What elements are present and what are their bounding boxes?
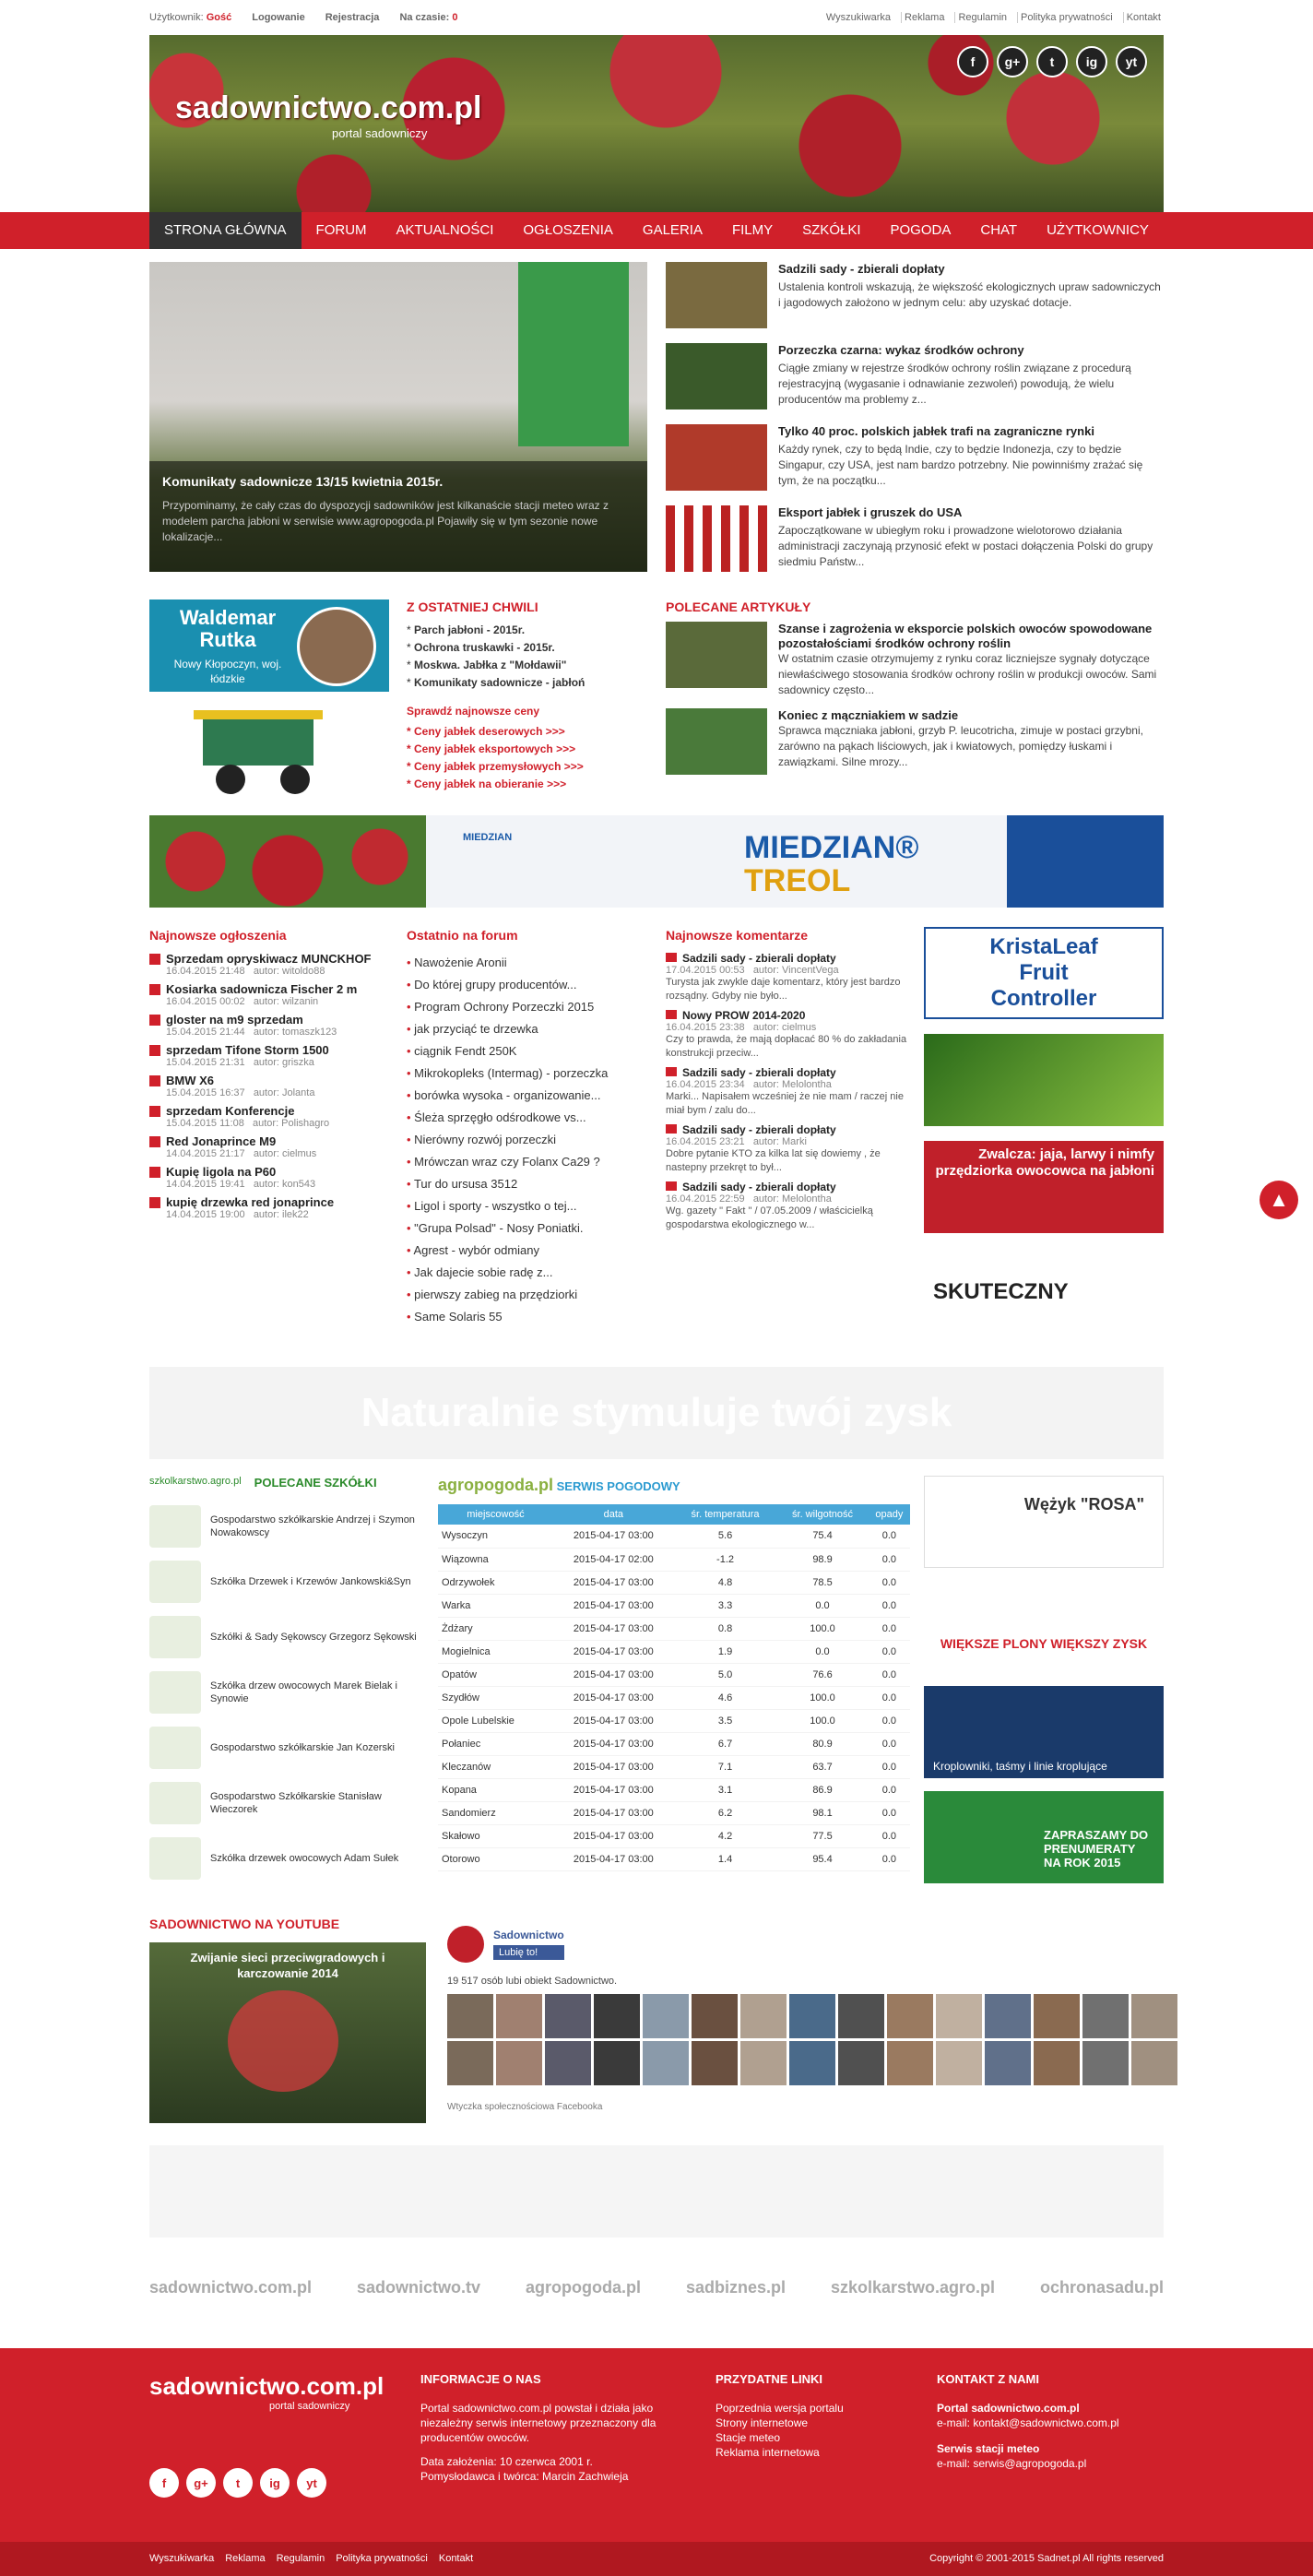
comment-item[interactable]: Nowy PROW 2014-2020 16.04.2015 23:38 autor: cielmus Czy to prawda, że mają dopłacać 80 % do zakładania konstrukcji przeciw... [666, 1009, 915, 1061]
table-cell: Sandomierz [438, 1801, 553, 1824]
fan-avatar[interactable] [936, 1994, 982, 2038]
top-link-search[interactable]: Wyszukiwarka [825, 12, 892, 23]
table-cell: 3.5 [674, 1709, 776, 1732]
side-ads [924, 927, 1164, 1340]
forum-topic[interactable]: • Mrówczan wraz czy Folanx Ca29 ? [407, 1151, 656, 1173]
rosa-ad[interactable]: Wężyk "ROSA" [924, 1476, 1164, 1568]
forum-topic[interactable]: • pierwszy zabieg na przędziorki [407, 1284, 656, 1306]
table-cell: 4.8 [674, 1571, 776, 1594]
table-row [438, 1617, 910, 1640]
table-cell: 2015-04-17 03:00 [553, 1571, 674, 1594]
partner-logo[interactable]: agropogoda.pl [525, 2278, 641, 2297]
table-row [438, 1709, 910, 1732]
nav-forum[interactable]: FORUM [315, 222, 367, 238]
table-cell: Wysoczyn [438, 1525, 553, 1548]
table-cell: 75.4 [776, 1525, 869, 1548]
table-row [438, 1640, 910, 1663]
machine-illustration [166, 701, 360, 798]
table-cell: Warka [438, 1594, 553, 1617]
nav-users[interactable]: UŻYTKOWNICY [1047, 222, 1149, 238]
forum-topic[interactable]: • ciągnik Fendt 250K [407, 1040, 656, 1062]
fan-avatar[interactable] [643, 2041, 689, 2085]
table-cell: 7.1 [674, 1755, 776, 1778]
register-link[interactable]: Rejestracja [325, 12, 380, 23]
slide-title[interactable]: Komunikaty sadownicze 13/15 kwietnia 2015r. [162, 474, 444, 489]
top-link-privacy[interactable]: Polityka prywatności [1017, 12, 1116, 23]
comment-item[interactable]: Sadzili sady - zbierali dopłaty 16.04.2015 22:59 autor: Melolontha Wg. gazety " Fakt " / 07.05.2009 / właścicielką gospodarstwa ekologicznego w... [666, 1181, 915, 1232]
article-item[interactable]: Koniec z mączniakiem w sadzie Sprawca mączniaka jabłoni, grzyb P. leucotricha, zimuje w postaci grzybni, zarówno na pąkach liściowych, jak i kwiatowych, pomiędzy łuskami i zawiązkami. Silne mrozy... [666, 708, 1164, 795]
tytanit-ad[interactable]: WIĘKSZE PLONY WIĘKSZY ZYSK [924, 1581, 1164, 1673]
table-row [438, 1594, 910, 1617]
fan-avatar[interactable] [1082, 1994, 1129, 2038]
footer-bar-link[interactable]: Kontakt [438, 2553, 474, 2564]
forum-topic[interactable]: • borówka wysoka - organizowanie... [407, 1085, 656, 1107]
forum-topic[interactable]: • Nierówny rozwój porzeczki [407, 1129, 656, 1151]
ad-item[interactable]: Red Jonaprince M9 14.04.2015 21:17 autor: cielmus [149, 1134, 398, 1159]
partner-logo[interactable]: szkolkarstwo.agro.pl [830, 2278, 996, 2297]
slide-text: Przypominamy, że cały czas do dyspozycji sadowników jest kilkanaście stacji meteo wraz z modelem parcha jabłoni w serwisie www.agropogoda.pl Pojawiły się w tym sezonie nowe lokalizacje... [162, 499, 609, 543]
fan-avatar[interactable] [789, 1994, 835, 2038]
skuteczny-ad[interactable]: SKUTECZNY [924, 1248, 1164, 1340]
forum-topic[interactable]: • Same Solaris 55 [407, 1306, 656, 1328]
ad-item[interactable]: sprzedam Konferencje 15.04.2015 11:08 autor: Polishagro [149, 1104, 398, 1129]
table-row [438, 1732, 910, 1755]
table-cell: 2015-04-17 03:00 [553, 1525, 674, 1548]
featured-slide[interactable] [149, 262, 647, 572]
weather-col-header: miejscowość [438, 1504, 553, 1525]
table-cell: 0.0 [869, 1594, 910, 1617]
login-link[interactable]: Logowanie [252, 12, 305, 23]
instagram-icon[interactable]: ig [260, 2468, 290, 2498]
partner-logos [149, 2278, 1164, 2297]
nav-films[interactable]: FILMY [731, 222, 774, 238]
comment-item[interactable]: Sadzili sady - zbierali dopłaty 17.04.2015 00:53 autor: VincentVega Turysta jak zwykle daje komentarz, który jest bardzo rozsądny. Gdyby nie było... [666, 952, 915, 1003]
forum-topic[interactable]: • Jak dajecie sobie radę z... [407, 1262, 656, 1284]
main-nav [0, 212, 1313, 249]
nav-gallery[interactable]: GALERIA [642, 222, 703, 238]
price-link[interactable]: * Ceny jabłek deserowych >>> [407, 725, 565, 738]
nav-news[interactable]: AKTUALNOŚCI [396, 222, 494, 238]
table-cell: 78.5 [776, 1571, 869, 1594]
table-cell: 2015-04-17 03:00 [553, 1755, 674, 1778]
table-cell: Wiązowna [438, 1548, 553, 1571]
forum-topic[interactable]: • Nawożenie Aronii [407, 952, 656, 974]
table-cell: Odrzywołek [438, 1571, 553, 1594]
fan-avatar[interactable] [1131, 2041, 1177, 2085]
table-cell: 2015-04-17 03:00 [553, 1847, 674, 1870]
fan-avatar[interactable] [447, 2041, 493, 2085]
table-cell: Otorowo [438, 1847, 553, 1870]
fan-avatar[interactable] [740, 1994, 787, 2038]
table-cell: 0.0 [869, 1571, 910, 1594]
table-cell: -1.2 [674, 1548, 776, 1571]
table-cell: 0.0 [869, 1755, 910, 1778]
ads-list: Najnowsze ogłoszenia Sprzedam opryskiwacz MUNCKHOF 16.04.2015 21:48 autor: witoldo88 Kosiarka sadownicza Fischer 2 m 16.04.2015 00:02 autor: wilzanin gloster na m9 sprzedam 15.04.2015 21:44 autor: tomaszk123 sprzedam Tifone Storm 1500 15.04.2015 21:31 autor: griszka BMW X6 15.04.2015 16:37 autor: Jolanta sprzedam Konferencje 15.04.2015 11:08 autor: Polishagro Red Jonaprince M9 14.04.2015 21:17 autor: cielmus Kupię ligola na P60 14.04.2015 19:41 autor: kon543 kupię drzewka red jonaprince 14.04.2015 19:00 autor: ilek22 [149, 928, 398, 1226]
table-cell: 0.0 [869, 1548, 910, 1571]
forum-topic[interactable]: • Do której grupy producentów... [407, 974, 656, 996]
scroll-top-button[interactable]: ▲ [1260, 1181, 1298, 1219]
nursery-item[interactable]: Szkółka drzew owocowych Marek Bielak i Synowie [149, 1665, 417, 1720]
ad-item[interactable]: sprzedam Tifone Storm 1500 15.04.2015 21:31 autor: griszka [149, 1043, 398, 1068]
latest-item[interactable]: * Moskwa. Jabłka z "Mołdawii" [407, 659, 567, 671]
table-row [438, 1571, 910, 1594]
ad-item[interactable]: Kosiarka sadownicza Fischer 2 m 16.04.2015 00:02 autor: wilzanin [149, 982, 398, 1007]
fan-avatar[interactable] [447, 1994, 493, 2038]
fan-avatar[interactable] [838, 2041, 884, 2085]
top-bar [149, 0, 1164, 35]
nav-home[interactable]: STRONA GŁÓWNA [149, 212, 302, 249]
table-row [438, 1778, 910, 1801]
nursery-item[interactable]: Szkółka Drzewek i Krzewów Jankowski&Syn [149, 1554, 417, 1609]
fan-avatar[interactable] [692, 1994, 738, 2038]
ad-item[interactable]: kupię drzewka red jonaprince 14.04.2015 19:00 autor: ilek22 [149, 1195, 398, 1220]
fan-avatar[interactable] [985, 1994, 1031, 2038]
google-plus-icon[interactable]: g+ [186, 2468, 216, 2498]
table-cell: 100.0 [776, 1709, 869, 1732]
fan-avatar[interactable] [985, 2041, 1031, 2085]
fan-avatar[interactable] [594, 2041, 640, 2085]
sad-ad[interactable]: ZAPRASZAMY DO PRENUMERATY NA ROK 2015 [924, 1791, 1164, 1883]
table-cell: 76.6 [776, 1663, 869, 1686]
table-cell: Żdżary [438, 1617, 553, 1640]
fan-avatar[interactable] [789, 2041, 835, 2085]
header-banner [149, 35, 1164, 212]
table-cell: 0.0 [869, 1617, 910, 1640]
youtube-icon[interactable]: yt [1116, 46, 1147, 77]
table-cell: 0.0 [869, 1801, 910, 1824]
weather-col-header: opady [869, 1504, 910, 1525]
facebook-icon[interactable]: f [149, 2468, 179, 2498]
fan-avatar[interactable] [1131, 1994, 1177, 2038]
table-cell: 0.0 [869, 1686, 910, 1709]
footer-bar: Wyszukiwarka Reklama Regulamin Polityka prywatności Kontakt Copyright © 2001-2015 Sadnet.pl All rights reserved [0, 2542, 1313, 2576]
nursery-item[interactable]: Gospodarstwo szkółkarskie Andrzej i Szymon Nowakowscy [149, 1499, 417, 1554]
nav-chat[interactable]: CHAT [980, 222, 1018, 238]
top-link-contact[interactable]: Kontakt [1123, 12, 1164, 23]
table-cell: Połaniec [438, 1732, 553, 1755]
table-cell: 2015-04-17 03:00 [553, 1663, 674, 1686]
table-cell: 0.8 [674, 1617, 776, 1640]
table-cell: 5.0 [674, 1663, 776, 1686]
table-cell: Opole Lubelskie [438, 1709, 553, 1732]
footer: sadownictwo.com.pl portal sadowniczy f g+ t ig yt INFORMACJE O NAS Portal sadownictwo.com.pl powstał i działa jako niezależny serwis internetowy przeznaczony dla producentów owoców. Data założenia: 10 czerwca 2001 r. Pomysłodawca i twórca: Marcin Zachwieja PRZYDATNE LINKI Poprzednia wersja portalu Strony internetowe Stacje meteo Reklama internetowa KONTAKT Z NAMI Portal sadownictwo.com.pl e-mail: kontakt@sadownictwo.com.pl Serwis stacji meteo e-mail: serwis@agropogoda.pl [0, 2348, 1313, 2576]
table-row [438, 1686, 910, 1709]
footer-bar-link[interactable]: Wyszukiwarka [149, 2553, 215, 2564]
fan-avatar[interactable] [496, 2041, 542, 2085]
google-plus-icon[interactable]: g+ [997, 46, 1028, 77]
news-item[interactable]: Tylko 40 proc. polskich jabłek trafi na zagraniczne rynki Każdy rynek, czy to będą Indie, czy to będzie Indonezja, czy to będzie Singapur, czy USA, jest nam bardzo potrzebny. Nie powinniśmy zrażać się tym, że na początku... [666, 424, 1164, 505]
nav-nurseries[interactable]: SZKÓŁKI [802, 222, 861, 238]
footer-link[interactable]: Strony internetowe [716, 2416, 809, 2429]
nav-weather[interactable]: POGODA [890, 222, 952, 238]
play-icon[interactable] [228, 1990, 338, 2092]
twitter-icon[interactable]: t [223, 2468, 253, 2498]
latest-item[interactable]: * Parch jabłoni - 2015r. [407, 623, 526, 636]
table-cell: 0.0 [869, 1778, 910, 1801]
facebook-box: Sadownictwo Lubię to! 19 517 osób lubi obiekt Sadownictwo. Wtyczka społecznościowa Facebooka [447, 1926, 1130, 2112]
avatar [297, 607, 376, 686]
fan-avatar[interactable] [594, 1994, 640, 2038]
table-cell: 3.1 [674, 1778, 776, 1801]
weather-table: agropogoda.pl SERWIS POGODOWY miejscowość data śr. temperatura śr. wilgotność opady Wysoczyn 2015-04-17 03:00 5.6 75.4 0.0 Wiązowna 2015-04-17 02:00 -1.2 98.9 0.0 Odrzywołek 2015-04-17 03:00 4.8 78.5 0.0 Warka 2015-04-17 03:00 3.3 0.0 0.0 Żdżary 2015-04-17 03:00 0.8 100.0 0.0 Mogielnica 2015-04-17 03:00 1.9 0.0 0.0 Opatów 2015-04-17 03:00 5.0 76.6 0.0 Szydłów 2015-04-17 03:00 4.6 100.0 0.0 Opole Lubelskie 2015-04-17 03:00 3.5 100.0 0.0 Połaniec 2015-04-17 03:00 6.7 80.9 0.0 Kleczanów 2015-04-17 03:00 7.1 63.7 0.0 Kopana 2015-04-17 03:00 3.1 86.9 0.0 Sandomierz 2015-04-17 03:00 6.2 98.1 0.0 Skałowo 2015-04-17 03:00 4.2 77.5 0.0 Otorowo 2015-04-17 03:00 1.4 95.4 0.0 [438, 1476, 910, 1871]
news-item[interactable]: Sadzili sady - zbierali dopłaty Ustalenia kontroli wskazują, że większość ekologicznych upraw sadowniczych i jagodowych założono w jednym celu: aby uzyskać dotacje. [666, 262, 1164, 343]
fan-avatar[interactable] [545, 1994, 591, 2038]
ad-item[interactable]: BMW X6 15.04.2015 16:37 autor: Jolanta [149, 1074, 398, 1098]
ad-placeholder [149, 2145, 1164, 2238]
nursery-item[interactable]: Szkółka drzewek owocowych Adam Sułek [149, 1831, 417, 1886]
nursery-item[interactable]: Szkółki & Sady Sękowscy Grzegorz Sękowski [149, 1609, 417, 1665]
table-cell: 2015-04-17 03:00 [553, 1801, 674, 1824]
top-link-ads[interactable]: Reklama [901, 12, 947, 23]
youtube-box: SADOWNICTWO NA YOUTUBE Zwijanie sieci przeciwgradowych i karczowanie 2014 [149, 1917, 426, 2123]
table-cell: 2015-04-17 03:00 [553, 1709, 674, 1732]
table-cell: 100.0 [776, 1686, 869, 1709]
table-row [438, 1847, 910, 1870]
comment-item[interactable]: Sadzili sady - zbierali dopłaty 16.04.2015 23:34 autor: Melolontha Marki... Napisałem wcześniej że nie mam / raczej nie miał bym / zalu do... [666, 1066, 915, 1118]
prices-title: Sprawdź najnowsze ceny [407, 705, 540, 718]
forum-topic[interactable]: • Tur do ursusa 3512 [407, 1173, 656, 1195]
weather-col-header: śr. temperatura [674, 1504, 776, 1525]
instagram-icon[interactable]: ig [1076, 46, 1107, 77]
table-cell: 1.9 [674, 1640, 776, 1663]
footer-bar-link[interactable]: Polityka prywatności [336, 2553, 428, 2564]
fan-avatar[interactable] [1034, 2041, 1080, 2085]
table-cell: 2015-04-17 03:00 [553, 1732, 674, 1755]
table-cell: Kleczanów [438, 1755, 553, 1778]
partner-logo[interactable]: ochronasadu.pl [1039, 2278, 1164, 2297]
table-cell: 100.0 [776, 1617, 869, 1640]
video-player[interactable]: Zwijanie sieci przeciwgradowych i karczowanie 2014 [149, 1942, 426, 2123]
table-cell: 63.7 [776, 1755, 869, 1778]
table-cell: 77.5 [776, 1824, 869, 1847]
table-row [438, 1824, 910, 1847]
leaf-ad[interactable] [924, 1034, 1164, 1126]
fan-avatar[interactable] [496, 1994, 542, 2038]
partner-logo[interactable]: sadownictwo.tv [357, 2278, 481, 2297]
latest-item[interactable]: * Ochrona truskawki - 2015r. [407, 641, 555, 654]
table-cell: Mogielnica [438, 1640, 553, 1663]
weather-col-header: data [553, 1504, 674, 1525]
price-link[interactable]: * Ceny jabłek na obieranie >>> [407, 778, 567, 790]
footer-link[interactable]: Stacje meteo [716, 2431, 781, 2444]
pest-ad[interactable]: Zwalcza: jaja, larwy i nimfy przędziorka owocowca na jabłoni [924, 1141, 1164, 1233]
table-cell: 86.9 [776, 1778, 869, 1801]
stimulate-banner[interactable]: Naturalnie stymuluje twój zysk [149, 1367, 1164, 1459]
comment-item[interactable]: Sadzili sady - zbierali dopłaty 16.04.2015 23:21 autor: Marki Dobre pytanie KTO za kilka lat się dowiemy , że nastepny przekręt to był... [666, 1123, 915, 1175]
fan-avatar[interactable] [740, 2041, 787, 2085]
partner-logo[interactable]: sadownictwo.com.pl [149, 2278, 313, 2297]
youtube-icon[interactable]: yt [297, 2468, 326, 2498]
weather-side-ads [924, 1476, 1164, 1896]
nursery-item[interactable]: Gospodarstwo szkółkarskie Jan Kozerski [149, 1720, 417, 1775]
weather-col-header: śr. wilgotność [776, 1504, 869, 1525]
table-cell: 6.2 [674, 1801, 776, 1824]
fan-avatar[interactable] [545, 2041, 591, 2085]
twitter-icon[interactable]: t [1036, 46, 1068, 77]
footer-link[interactable]: Poprzednia wersja portalu [716, 2402, 844, 2415]
table-row [438, 1548, 910, 1571]
fan-avatar[interactable] [936, 2041, 982, 2085]
table-cell: 5.6 [674, 1525, 776, 1548]
news-list [666, 262, 1164, 587]
table-cell: 4.6 [674, 1686, 776, 1709]
latest-box: Z OSTATNIEJ CHWILI * Parch jabłoni - 2015r. * Ochrona truskawki - 2015r. * Moskwa. Jabłka z "Mołdawii" * Komunikaty sadownicze - jabłoń Sprawdź najnowsze ceny * Ceny jabłek deserowych >>> * Ceny jabłek eksportowych >>> * Ceny jabłek przemysłowych >>> * Ceny jabłek na obieranie >>> [407, 599, 656, 793]
table-cell: 0.0 [869, 1732, 910, 1755]
fan-avatar[interactable] [692, 2041, 738, 2085]
article-item[interactable]: Szanse i zagrożenia w eksporcie polskich owoców spowodowane pozostałościami środków ochrony roślin W ostatnim czasie otrzymujemy z rynku coraz liczniejsze sygnały dotyczące niewłaściwego stosowania środków ochrony roślin w produkcji owoców. Sami sadownicy często... [666, 622, 1164, 708]
forum-topic[interactable]: • Agrest - wybór odmiany [407, 1240, 656, 1262]
ad-item[interactable]: Sprzedam opryskiwacz MUNCKHOF 16.04.2015 21:48 autor: witoldo88 [149, 952, 398, 977]
table-cell: 80.9 [776, 1732, 869, 1755]
table-cell: 0.0 [869, 1640, 910, 1663]
news-item[interactable]: Eksport jabłek i gruszek do USA Zapoczątkowane w ubiegłym roku i prowadzone wielotorowo działania administracji zaczynają przynosić efekt w postaci dołączenia Polski do grupy siedmiu Państw... [666, 505, 1164, 587]
news-item[interactable]: Porzeczka czarna: wykaz środków ochrony Ciągłe zmiany w rejestrze środków ochrony roślin związane z procedurą rejestracyjną (wygasanie i odnawianie zezwoleń) powodują, że wielu producentów ma problemy z... [666, 343, 1164, 424]
forum-topic[interactable]: • "Grupa Polsad" - Nosy Poniatki. [407, 1217, 656, 1240]
table-cell: 98.9 [776, 1548, 869, 1571]
table-row [438, 1801, 910, 1824]
user-status: Użytkownik: Gość [149, 12, 232, 23]
table-cell: 2015-04-17 03:00 [553, 1617, 674, 1640]
chat-status[interactable]: Na czasie: 0 [399, 12, 458, 23]
partner-logo[interactable]: sadbiznes.pl [685, 2278, 786, 2297]
table-cell: 2015-04-17 02:00 [553, 1548, 674, 1571]
nurseries-box: szkolkarstwo.agro.pl POLECANE SZKÓŁKI Gospodarstwo szkółkarskie Andrzej i Szymon Nowakowscy Szkółka Drzewek i Krzewów Jankowski&Syn Szkółki & Sady Sękowscy Grzegorz Sękowski Szkółka drzew owocowych Marek Bielak i Synowie Gospodarstwo szkółkarskie Jan Kozerski Gospodarstwo Szkółkarskie Stanisław Wieczorek Szkółka drzewek owocowych Adam Sułek [149, 1476, 417, 1886]
fan-avatar[interactable] [1082, 2041, 1129, 2085]
profile-card[interactable]: Waldemar Rutka Nowy Kłopoczyn, woj. łódzkie [149, 599, 389, 692]
table-cell: 6.7 [674, 1732, 776, 1755]
forum-list: Ostatnio na forum • Nawożenie Aronii • Do której grupy producentów... • Program Ochrony Porzeczki 2015 • jak przyciąć te drzewka • ciągnik Fendt 250K • Mikrokopleks (Intermag) - porzeczka • borówka wysoka - organizowanie... • Śleża sprzęgło odśrodkowe vs... • Nierówny rozwój porzeczki • Mrówczan wraz czy Folanx Ca29 ? • Tur do ursusa 3512 • Ligol i sporty - wszystko o tej... • "Grupa Polsad" - Nosy Poniatki. • Agrest - wybór odmiany • Jak dajecie sobie radę z... • pierwszy zabieg na przędziorki • Same Solaris 55 [407, 928, 656, 1328]
table-cell: 0.0 [869, 1525, 910, 1548]
fan-avatar[interactable] [838, 1994, 884, 2038]
table-cell: 0.0 [776, 1640, 869, 1663]
table-cell: Szydłów [438, 1686, 553, 1709]
price-link[interactable]: * Ceny jabłek eksportowych >>> [407, 742, 576, 755]
table-cell: 2015-04-17 03:00 [553, 1640, 674, 1663]
fan-avatar[interactable] [1034, 1994, 1080, 2038]
table-cell: Skałowo [438, 1824, 553, 1847]
table-row [438, 1525, 910, 1548]
kristaleaf-ad[interactable]: KristaLeaf Fruit Controller [924, 927, 1164, 1019]
social-icons [957, 46, 1147, 77]
latest-item[interactable]: * Komunikaty sadownicze - jabłoń [407, 676, 586, 689]
nursery-item[interactable]: Gospodarstwo Szkółkarskie Stanisław Wieczorek [149, 1775, 417, 1831]
ad-item[interactable]: gloster na m9 sprzedam 15.04.2015 21:44 autor: tomaszk123 [149, 1013, 398, 1038]
nav-ads[interactable]: OGŁOSZENIA [523, 222, 613, 238]
fan-avatar[interactable] [643, 1994, 689, 2038]
fan-avatar[interactable] [887, 1994, 933, 2038]
fan-avatar[interactable] [887, 2041, 933, 2085]
table-cell: 4.2 [674, 1824, 776, 1847]
table-cell: 2015-04-17 03:00 [553, 1778, 674, 1801]
comments-list: Najnowsze komentarze Sadzili sady - zbierali dopłaty 17.04.2015 00:53 autor: VincentVega Turysta jak zwykle daje komentarz, który jest bardzo rozsądny. Gdyby nie było... Nowy PROW 2014-2020 16.04.2015 23:38 autor: cielmus Czy to prawda, że mają dopłacać 80 % do zakładania konstrukcji przeciw... Sadzili sady - zbierali dopłaty 16.04.2015 23:34 autor: Melolontha Marki... Napisałem wcześniej że nie mam / raczej nie miał bym / zalu do... Sadzili sady - zbierali dopłaty 16.04.2015 23:21 autor: Marki Dobre pytanie KTO za kilka lat się dowiemy , że nastepny przekręt to był... Sadzili sady - zbierali dopłaty 16.04.2015 22:59 autor: Melolontha Wg. gazety " Fakt " / 07.05.2009 / właścicielką gospodarstwa ekologicznego w... [666, 928, 915, 1238]
table-cell: 98.1 [776, 1801, 869, 1824]
table-cell: 0.0 [869, 1824, 910, 1847]
recommended-articles: POLECANE ARTYKUŁY Szanse i zagrożenia w eksporcie polskich owoców spowodowane pozostałościami środków ochrony roślin W ostatnim czasie otrzymujemy z rynku coraz liczniejsze sygnały dotyczące niewłaściwego stosowania środków ochrony roślin w produkcji owoców. Sami sadownicy często... Koniec z mączniakiem w sadzie Sprawca mączniaka jabłoni, grzyb P. leucotricha, zimuje w postaci grzybni, zarówno na pąkach liściowych, jak i kwiatowych, pomiędzy łuskami i zawiązkami. Silne mrozy... [666, 599, 1164, 795]
table-cell: 0.0 [776, 1594, 869, 1617]
table-cell: 3.3 [674, 1594, 776, 1617]
table-row [438, 1663, 910, 1686]
forum-topic[interactable]: • Ligol i sporty - wszystko o tej... [407, 1195, 656, 1217]
table-cell: 2015-04-17 03:00 [553, 1824, 674, 1847]
forum-topic[interactable]: • jak przyciąć te drzewka [407, 1018, 656, 1040]
drip-ad[interactable]: Kroplowniki, taśmy i linie kroplujące [924, 1686, 1164, 1778]
site-logo[interactable]: sadownictwo.com.pl portal sadowniczy [175, 90, 482, 140]
forum-topic[interactable]: • Program Ochrony Porzeczki 2015 [407, 996, 656, 1018]
table-cell: 2015-04-17 03:00 [553, 1594, 674, 1617]
table-cell: 0.0 [869, 1847, 910, 1870]
footer-bar-link[interactable]: Reklama [225, 2553, 266, 2564]
like-button[interactable]: Lubię to! [493, 1945, 564, 1960]
table-row [438, 1755, 910, 1778]
table-cell: Opatów [438, 1663, 553, 1686]
table-cell: Kopana [438, 1778, 553, 1801]
footer-link[interactable]: Reklama internetowa [716, 2446, 820, 2459]
table-cell: 95.4 [776, 1847, 869, 1870]
table-cell: 2015-04-17 03:00 [553, 1686, 674, 1709]
footer-logo[interactable]: sadownictwo.com.pl portal sadowniczy [149, 2372, 384, 2412]
table-cell: 0.0 [869, 1709, 910, 1732]
facebook-icon[interactable]: f [957, 46, 988, 77]
miedzian-banner[interactable]: MIEDZIAN MIEDZIAN® TREOL [149, 815, 1164, 908]
footer-bar-link[interactable]: Regulamin [276, 2553, 325, 2564]
top-link-rules[interactable]: Regulamin [954, 12, 1010, 23]
ad-item[interactable]: Kupię ligola na P60 14.04.2015 19:41 autor: kon543 [149, 1165, 398, 1190]
table-cell: 0.0 [869, 1663, 910, 1686]
table-cell: 1.4 [674, 1847, 776, 1870]
sprayer-image [518, 262, 629, 446]
forum-topic[interactable]: • Śleża sprzęgło odśrodkowe vs... [407, 1107, 656, 1129]
forum-topic[interactable]: • Mikrokopleks (Intermag) - porzeczka [407, 1062, 656, 1085]
price-link[interactable]: * Ceny jabłek przemysłowych >>> [407, 760, 584, 773]
